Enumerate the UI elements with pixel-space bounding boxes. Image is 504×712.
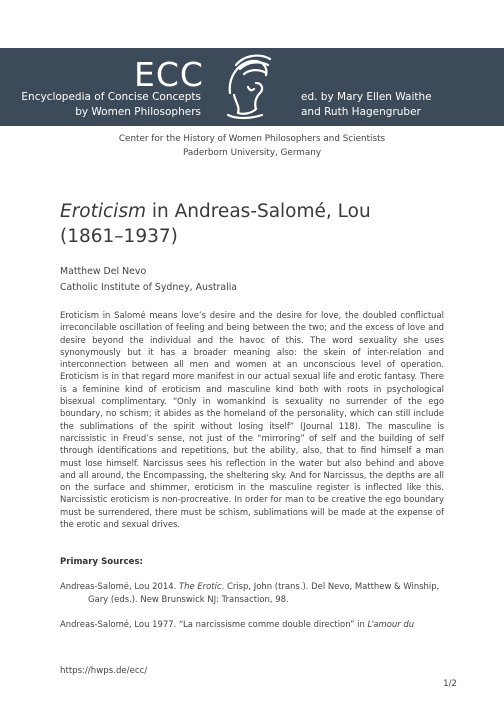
series-title-line1: Encyclopedia of Concise Concepts xyxy=(21,91,201,103)
ref1-text-c: Gary (eds.). New Brunswick NJ: Transaction, 98. xyxy=(88,594,289,604)
institution-location: Paderborn University, Germany xyxy=(182,148,322,158)
athena-helmet-icon xyxy=(222,53,274,121)
title-rest: in Andreas-Salomé, Lou xyxy=(145,201,371,222)
footer-url-link[interactable]: https://hwps.de/ecc/ xyxy=(60,666,148,676)
page-number: 1/2 xyxy=(443,679,457,689)
series-title-line2: by Women Philosophers xyxy=(75,106,201,118)
ref2-book-title: L’amour du xyxy=(367,619,415,629)
article-title xyxy=(60,199,460,249)
ecc-acronym: ECC xyxy=(134,55,204,94)
title-dates: (1861–1937) xyxy=(60,226,178,247)
author-affiliation: Catholic Institute of Sydney, Australia xyxy=(60,282,238,293)
header-banner xyxy=(0,48,504,126)
article-body: Eroticism in Salomé means love’s desire and the desire for love, the doubled conflictual irreconcilable oscillation of feeling and being between the two; and the excess of love and desire beyond the individual and the havoc of this. The word sexuality she uses synonymously but it has a broader meaning also: the skein of inter-relation and interconnection between all men and women at an unconscious level of operation. Eroticism is in that regard more manifest in our actual sexual life and erotic fantasy. There is a feminine kind of eroticism and masculine kind both with roots in psychological bisexual complimentary. “Only in womankind is sexuality no surrender of the ego boundary, no schism; it abides as the homeland of the personality, which can still include the sublimations of the spirit without losing itself” (Journal 118). The masculine is narcissistic in Freud’s sense, not just of the “mirroring” of self and the building of self through identifications and repetitions, but the ability, also, that to find himself a man must lose himself. Narcissus sees his reflection in the water but also behind and above and all around, the Encompassing, the sheltering sky. And for Narcissus, the depths are all on the surface and shimmer, eroticism in the masculine register is inflected like this. Narcissistic eroticism is non-procreative. In order for man to be creative the ego boundary must be surrendered, there must be schism, sublimations will be made at the expense of the erotic and sexual drives. xyxy=(60,310,444,530)
reference-2 xyxy=(60,618,444,631)
reference-1 xyxy=(60,580,444,606)
editors-line2: and Ruth Hagengruber xyxy=(301,106,421,118)
ref1-text-b: . Crisp, John (trans.). Del Nevo, Matthew & Winship, xyxy=(221,581,440,591)
title-italic: Eroticism xyxy=(60,201,146,222)
editors-line1: ed. by Mary Ellen Waithe xyxy=(301,91,432,103)
ref1-book-title: The Erotic xyxy=(178,581,222,591)
institution-name: Center for the History of Women Philosophers and Scientists xyxy=(118,134,386,144)
ref2-text-a: Andreas-Salomé, Lou 1977. “La narcissisme comme double direction” in xyxy=(60,619,368,629)
author-name: Matthew Del Nevo xyxy=(60,266,147,277)
ref1-text-a: Andreas-Salomé, Lou 2014. xyxy=(60,581,179,591)
primary-sources-heading: Primary Sources: xyxy=(60,557,143,567)
